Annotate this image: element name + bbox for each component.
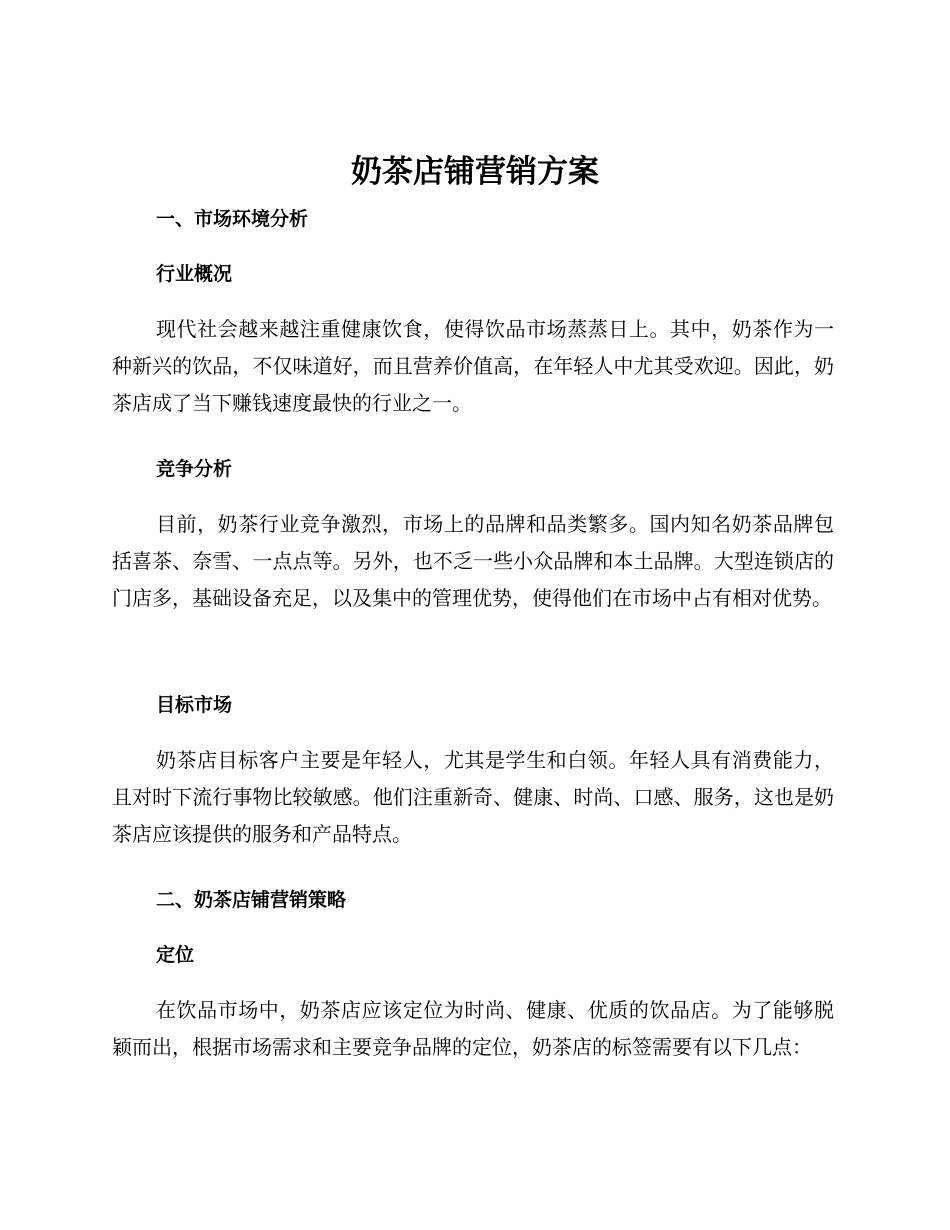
paragraph-industry-overview: 现代社会越来越注重健康饮食，使得饮品市场蒸蒸日上。其中，奶茶作为一种新兴的饮品，不仅味道好，而且营养价值高，在年轻人中尤其受欢迎。因此，奶茶店成了当下赚钱速度最快的行业之一。 [112,317,834,415]
subheading-competition-analysis: 竞争分析 [156,458,233,480]
document-title: 奶茶店铺营销方案 [351,154,599,190]
subheading-positioning: 定位 [156,944,195,966]
section-heading-market-analysis: 一、市场环境分析 [156,208,309,230]
subheading-industry-overview: 行业概况 [156,263,233,285]
paragraph-positioning: 在饮品市场中，奶茶店应该定位为时尚、健康、优质的饮品店。为了能够脱颖而出，根据市场需求和主要竞争品牌的定位，奶茶店的标签需要有以下几点： [112,998,834,1059]
paragraph-target-market: 奶茶店目标客户主要是年轻人，尤其是学生和白领。年轻人具有消费能力，且对时下流行事物比较敏感。他们注重新奇、健康、时尚、口感、服务，这也是奶茶店应该提供的服务和产品特点。 [112,748,834,846]
paragraph-competition-analysis: 目前，奶茶行业竞争激烈，市场上的品牌和品类繁多。国内知名奶茶品牌包括喜茶、奈雪、一点点等。另外，也不乏一些小众品牌和本土品牌。大型连锁店的门店多，基础设备充足，以及集中的管理优势，使得他们在市场中占有相对优势。 [112,512,834,610]
subheading-target-market: 目标市场 [156,694,233,716]
section-heading-marketing-strategy: 二、奶茶店铺营销策略 [156,889,347,911]
